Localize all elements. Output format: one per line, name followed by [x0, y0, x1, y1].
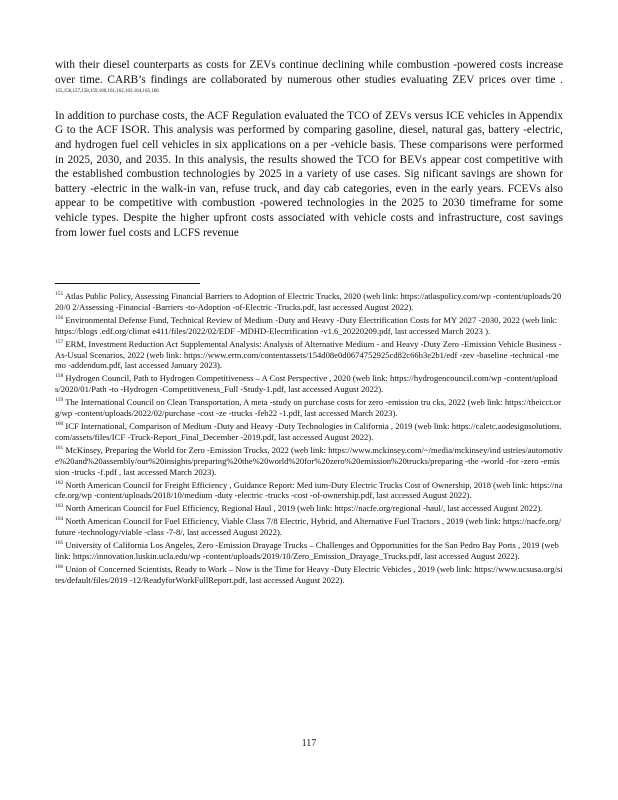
footnote-number: 163: [55, 503, 64, 510]
footnote-number: 162: [55, 479, 64, 486]
footnote-text: McKinsey, Preparing the World for Zero -Emission Trucks, 2022 (web link: https://www.mckinsey.com/~/media/mckinsey/ind ustries/automotive%20and%20assembly/our%20insights/preparing%20the%20world%20for%20zero%20emission%20trucks/preparing -the -world -for -zero -emission -trucks -f.pdf , last accessed March 2023).: [55, 444, 563, 477]
footnote: [55, 397, 563, 419]
footnote-number: 161: [55, 444, 64, 451]
footnote-text: North American Council for Freight Efficiency , Guidance Report: Med ium-Duty Electric Trucks Cost of Ownership, 2018 (web link: https://nacfe.org/wp -content/uploads/2018/10/medium -duty -electric -trucks -cost -of-ownership.pdf, last accessed August 2022).: [55, 479, 563, 501]
paragraph-text: with their diesel counterparts as costs for ZEVs continue declining while combustion -powered costs increase over time. CARB’s findings are collaborated by numerous other studies evaluating ZEV prices over time .: [55, 59, 563, 86]
footnote-separator: [55, 283, 200, 284]
footnote-text: Union of Concerned Scientists, Ready to Work – Now is the Time for Heavy -Duty Electric Vehicles , 2019 (web link: https://www.ucsusa.org/sites/default/files/2019 -12/ReadyforWorkFullReport.pdf, last accessed August 2022).: [55, 563, 563, 585]
footnote-number: 157: [55, 338, 64, 345]
body-text: [55, 58, 563, 247]
footnote-text: Atlas Public Policy, Assessing Financial Barriers to Adoption of Electric Trucks, 2020 (web link: https://atlaspolicy.com/wp -content/uploads/2020/0 2/Assessing -Financial -Barriers -to-Adoption -of-Electric -Trucks.pdf, last accessed August 2022).: [55, 291, 562, 312]
footnote-text: North American Council for Fuel Efficiency, Viable Class 7/8 Electric, Hybrid, and Alternative Fuel Tractors , 2019 (web link: https://nacfe.org/future -technology/viable -class -7-8/, last accessed August 2022).: [55, 516, 562, 538]
footnote-number: 156: [55, 314, 64, 321]
footnote-number: 164: [55, 516, 64, 523]
page-number: 117: [301, 738, 317, 749]
footnote: [55, 315, 563, 337]
footnote-text: Environmental Defense Fund, Technical Review of Medium -Duty and Heavy -Duty Electrification Costs for MY 2027 -2030, 2022 (web link: https://blogs .edf.org/climat e411/files/2022/02/EDF -MDHD-Electrification -v1.6_20220209.pdf, last accessed March 2023 ).: [55, 314, 558, 336]
footnote-number: 160: [55, 421, 64, 428]
footnote-number: 158: [55, 373, 64, 380]
footnote: [55, 516, 563, 538]
footnote-text: The International Council on Clean Transportation, A meta -study on purchase costs for zero -emission tru cks, 2022 (web link: https://theicct.org/wp -content/uploads/2022/02/purchase -cost -ze -trucks -feb22 -1.pdf, last accessed March 2023).: [55, 397, 561, 419]
citation-superscripts: 155,156,157,158,159,160,161,162,163,164,165,166: [55, 89, 159, 95]
footnote: [55, 445, 563, 478]
footnote-number: 155: [55, 291, 64, 298]
footnote-text: ERM, Investment Reduction Act Supplemental Analysis: Analysis of Alternative Medium - and Heavy -Duty Zero -Emission Vehicle Business -As-Usual Scenarios, 2022 (web link: https://www.erm.com/contentassets/154d08e0d0674752925cd82c66b3e2b1/edf -zev -baseline -technical -memo -addendum.pdf, last accessed January 2023).: [55, 338, 562, 371]
footnote-number: 165: [55, 540, 64, 547]
footnote-text: ICF International, Comparison of Medium -Duty and Heavy -Duty Technologies in California , 2019 (web link: https://caletc.aodesignsolutions.com/assets/files/ICF -Truck-Report_Final_December -2019.pdf, last accessed August 2022).: [55, 420, 562, 442]
paragraph: [55, 58, 563, 102]
footnote: [55, 480, 563, 502]
footnotes: [55, 291, 563, 588]
footnote-text: University of California Los Angeles, Zero -Emission Drayage Trucks – Challenges and Opportunities for the San Pedro Bay Ports , 2019 (web link: https://innovation.luskin.ucla.edu/wp -content/uploads/2019/10/Zero_Emission_Drayage_Trucks.pdf, last accessed August 2022).: [55, 540, 559, 561]
paragraph: In addition to purchase costs, the ACF Regulation evaluated the TCO of ZEVs versus ICE vehicles in Appendix G to the ACF ISOR. This analysis was performed by comparing gasoline, diesel, natural gas, battery -electric, and hydrogen fuel cell vehicles in six applications on a per -vehicle basis. These comparisons were performed in 2025, 2030, and 2035. In this analysis, the results showed the TCO for BEVs appear cost competitive with the established combustion technologies by 2025 in a variety of use cases. Sig nificant savings are shown for battery -electric in the walk-in van, refuse truck, and day cab categories, even in the early years. FCEVs also appear to be competitive with combustion -powered technologies in the 2025 to 2030 timeframe for some vehicle types. Despite the higher upfront costs associated with vehicle costs and infrastructure, cost savings from lower fuel costs and LCFS revenue: [55, 109, 563, 239]
footnote-text: North American Council for Fuel Efficiency, Regional Haul , 2019 (web link: https://nacfe.org/regional -haul/, last accessed August 2022).: [65, 503, 543, 514]
footnote: [55, 503, 563, 514]
footnote-number: 159: [55, 397, 64, 404]
footnote: [55, 373, 563, 395]
footnote-number: 166: [55, 563, 64, 570]
footnote: [55, 564, 563, 586]
footnote: [55, 291, 563, 313]
footnote: [55, 540, 563, 562]
footnote-text: Hydrogen Council, Path to Hydrogen Competitiveness – A Cost Perspective , 2020 (web link: https://hydrogencouncil.com/wp -content/uploads/2020/01/Path -to -Hydrogen -Competitiveness_Full -Study-1.pdf, last accessed August 2022).: [55, 373, 558, 395]
footnote: [55, 339, 563, 372]
footnote: [55, 421, 563, 443]
